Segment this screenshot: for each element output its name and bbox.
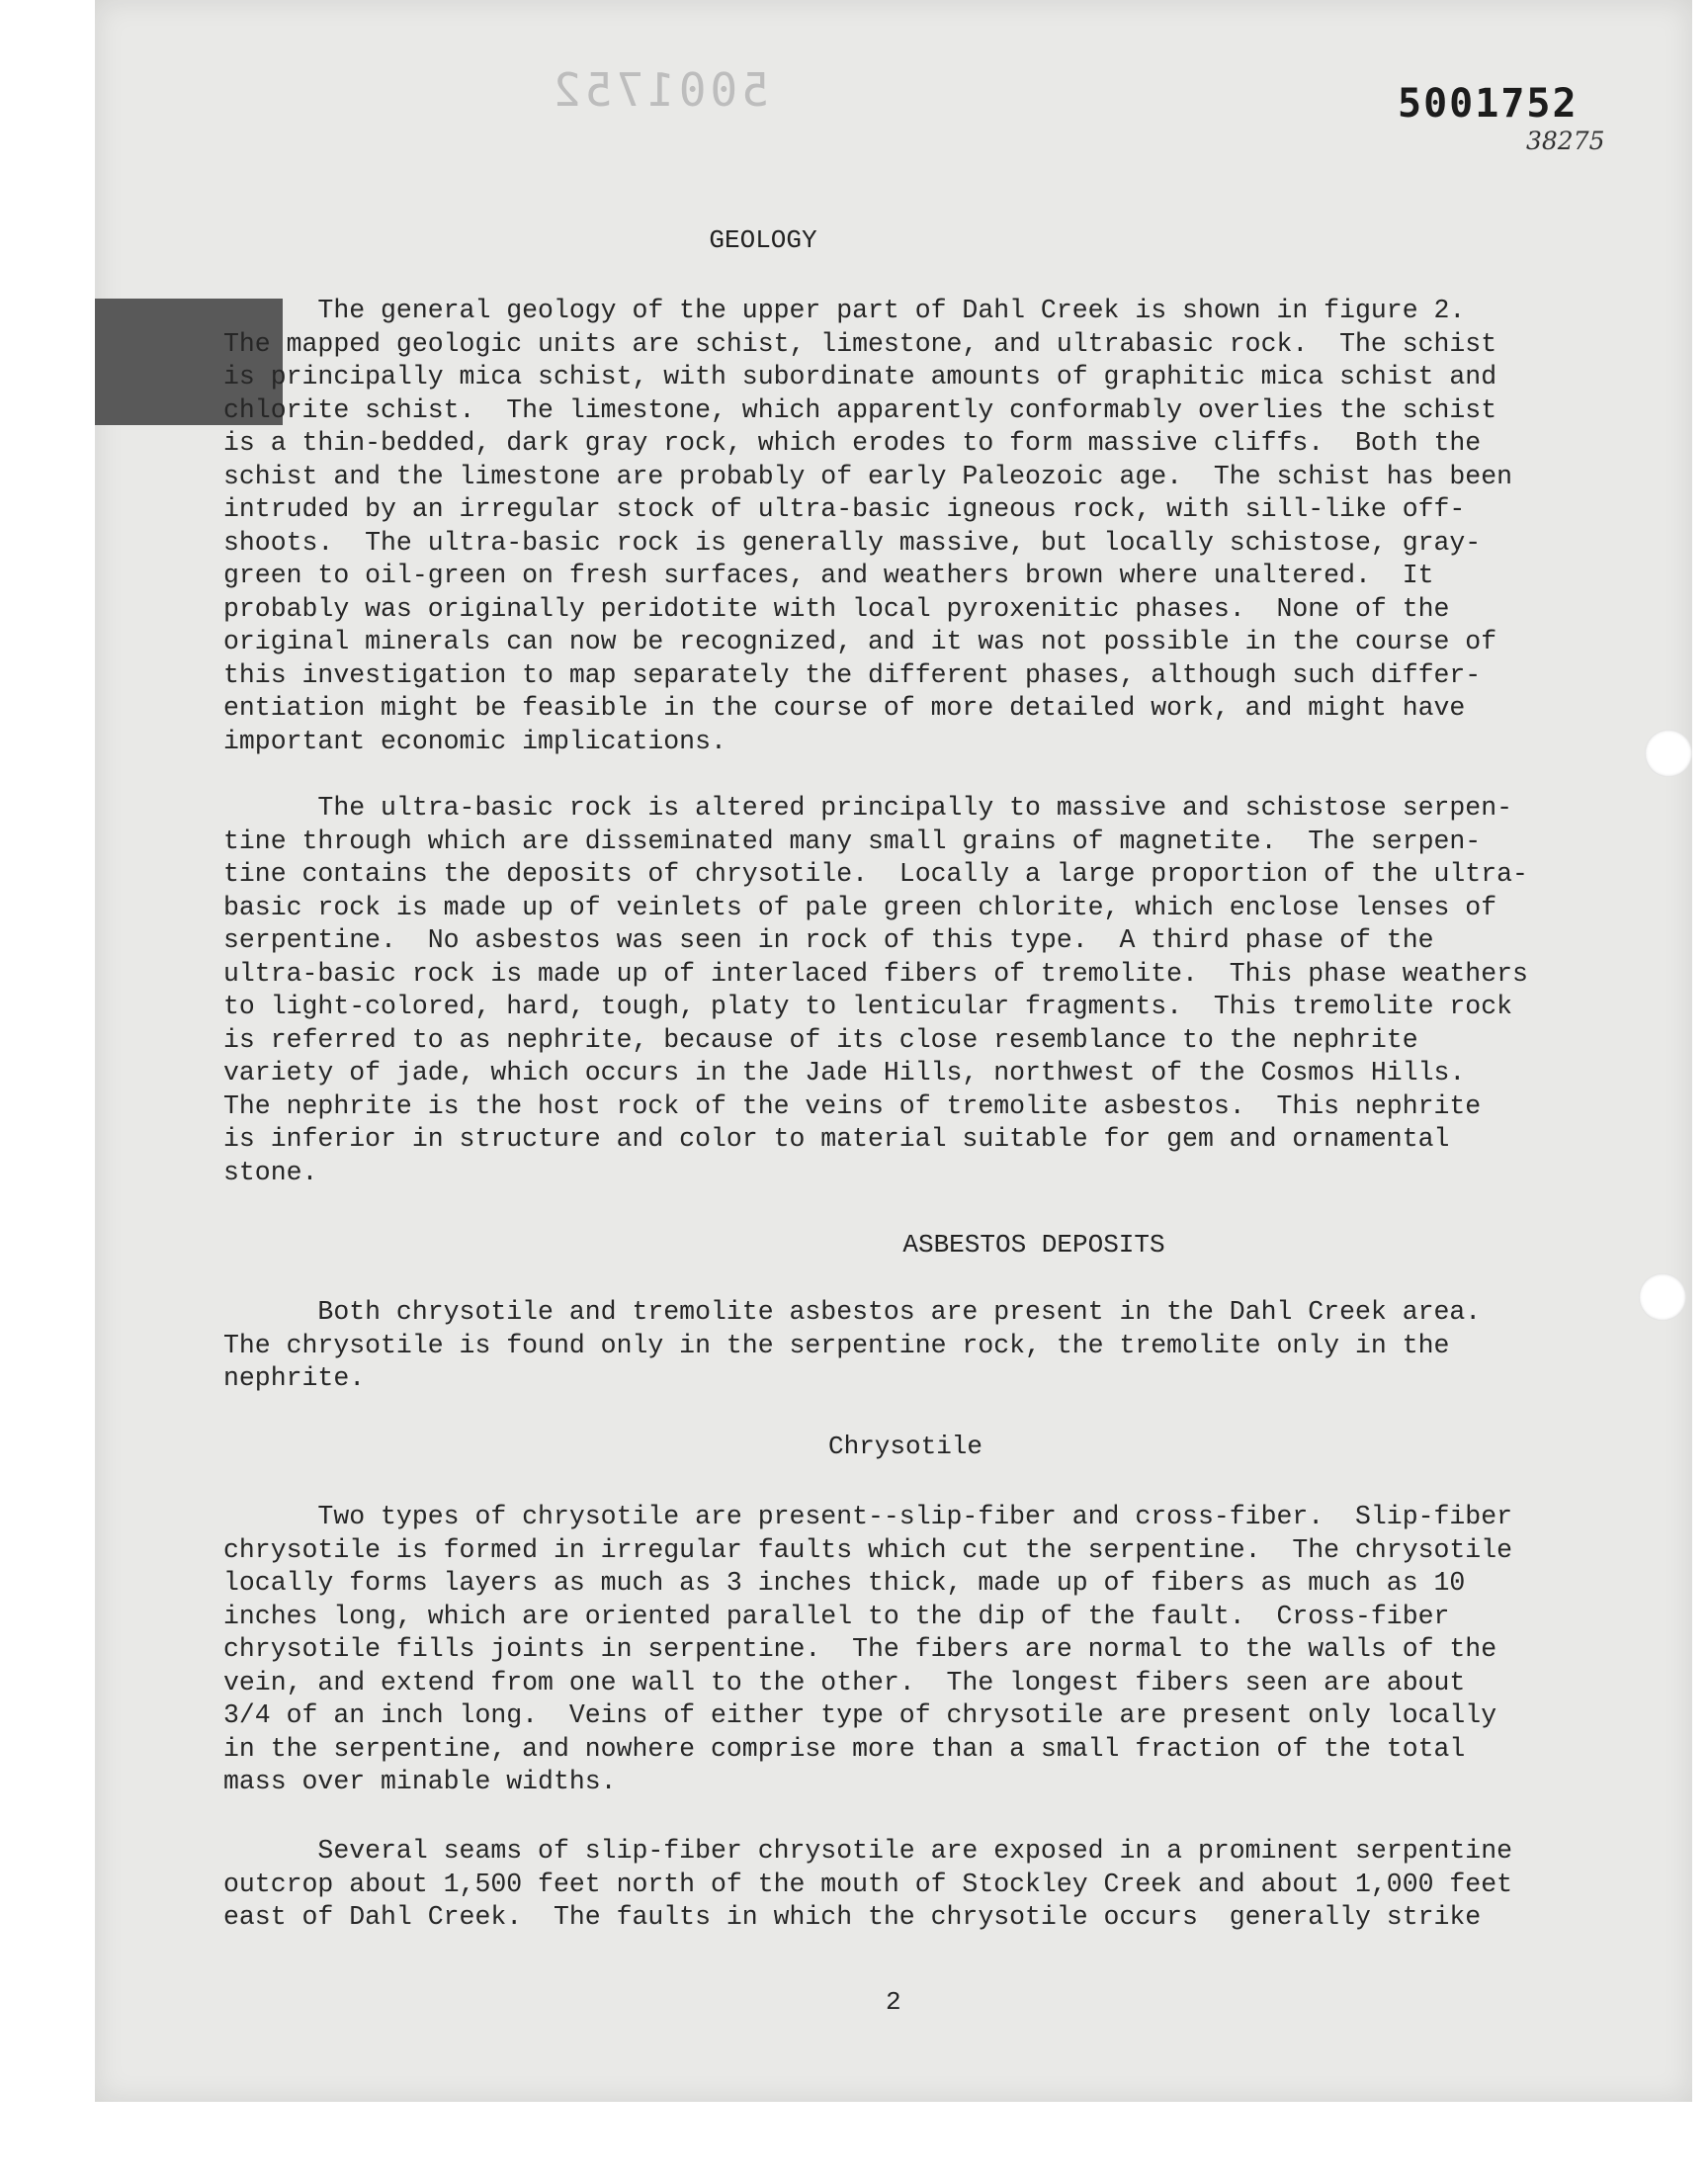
text-line: Two types of chrysotile are present--slip-fiber and cross-fiber. Slip-fiber (223, 1502, 1513, 1531)
text-line: The general geology of the upper part of Dahl Creek is shown in figure 2. (223, 296, 1466, 325)
text-line: stone. (223, 1157, 318, 1187)
paragraph-geology-2 (223, 792, 1607, 1189)
punch-hole (1645, 730, 1692, 777)
text-line: Several seams of slip-fiber chrysotile are exposed in a prominent serpentine (223, 1836, 1513, 1866)
text-line: chlorite schist. The limestone, which apparently conformably overlies the schist (223, 394, 1497, 425)
text-line: important economic implications. (223, 726, 726, 756)
text-line: variety of jade, which occurs in the Jade Hills, northwest of the Cosmos Hills. (223, 1058, 1466, 1088)
stamp-number: 5001752 (1398, 81, 1579, 127)
paragraph-chrysotile-1 (223, 1501, 1607, 1799)
text-line: original minerals can now be recognized, and it was not possible in the course of (223, 627, 1497, 656)
text-line: chrysotile is formed in irregular faults which cut the serpentine. The chrysotile (223, 1534, 1513, 1565)
text-line: vein, and extend from one wall to the other. The longest fibers seen are about (223, 1667, 1466, 1697)
text-line: basic rock is made up of veinlets of pale green chlorite, which enclose lenses of (223, 892, 1497, 922)
text-line: is referred to as nephrite, because of its close resemblance to the nephrite (223, 1024, 1418, 1055)
text-line: mass over minable widths. (223, 1767, 617, 1796)
text-line: in the serpentine, and nowhere comprise more than a small fraction of the total (223, 1733, 1466, 1764)
paragraph-asbestos-1 (223, 1296, 1607, 1396)
text-line: entiation might be feasible in the course of more detailed work, and might have (223, 693, 1466, 723)
text-line: is a thin-bedded, dark gray rock, which erodes to form massive cliffs. Both the (223, 428, 1482, 458)
page-number: 2 (886, 1987, 901, 2017)
text-line: locally forms layers as much as 3 inches thick, made up of fibers as much as 10 (223, 1568, 1466, 1598)
text-line: 3/4 of an inch long. Veins of either type of chrysotile are present only locally (223, 1700, 1497, 1730)
text-line: chrysotile fills joints in serpentine. The fibers are normal to the walls of the (223, 1634, 1497, 1664)
text-line: The nephrite is the host rock of the veins of tremolite asbestos. This nephrite (223, 1090, 1482, 1121)
heading-chrysotile: Chrysotile (827, 1432, 983, 1461)
text-line: The ultra-basic rock is altered principally to massive and schistose serpen- (223, 793, 1513, 823)
text-line: is principally mica schist, with subordinate amounts of graphitic mica schist and (223, 362, 1497, 392)
text-line: intruded by an irregular stock of ultra-basic igneous rock, with sill-like off- (223, 494, 1466, 524)
text-line: is inferior in structure and color to material suitable for gem and ornamental (223, 1124, 1450, 1154)
text-line: The chrysotile is found only in the serpentine rock, the tremolite only in the (223, 1330, 1450, 1360)
text-line: this investigation to map separately the different phases, although such differ- (223, 659, 1482, 690)
text-line: serpentine. No asbestos was seen in rock of this type. A third phase of the (223, 925, 1434, 955)
text-line: to light-colored, hard, tough, platy to lenticular fragments. This tremolite rock (223, 992, 1513, 1021)
text-line: nephrite. (223, 1363, 366, 1393)
text-line: inches long, which are oriented parallel to the dip of the fault. Cross-fiber (223, 1601, 1450, 1631)
text-line: Both chrysotile and tremolite asbestos are present in the Dahl Creek area. (223, 1297, 1482, 1327)
reversed-bleed-number: 5001752 (550, 63, 769, 117)
text-line: tine contains the deposits of chrysotile. Locally a large proportion of the ultra- (223, 859, 1528, 889)
heading-geology: GEOLOGY (709, 225, 817, 255)
text-line: ultra-basic rock is made up of interlaced fibers of tremolite. This phase weathers (223, 958, 1528, 989)
text-line: tine through which are disseminated many small grains of magnetite. The serpen- (223, 826, 1482, 856)
heading-asbestos-deposits: ASBESTOS DEPOSITS (902, 1230, 1165, 1260)
paragraph-geology-1 (223, 295, 1607, 758)
text-line: east of Dahl Creek. The faults in which the chrysotile occurs generally strike (223, 1902, 1482, 1932)
paragraph-chrysotile-2 (223, 1835, 1607, 1935)
text-line: shoots. The ultra-basic rock is generally massive, but locally schistose, gray- (223, 527, 1482, 558)
text-line: outcrop about 1,500 feet north of the mouth of Stockley Creek and about 1,000 feet (223, 1869, 1513, 1899)
text-line: schist and the limestone are probably of early Paleozoic age. The schist has been (223, 461, 1513, 491)
text-line: green to oil-green on fresh surfaces, and weathers brown where unaltered. It (223, 561, 1434, 590)
text-line: probably was originally peridotite with local pyroxenitic phases. None of the (223, 593, 1450, 624)
handwritten-number: 38275 (1526, 127, 1605, 155)
punch-hole (1639, 1273, 1686, 1321)
text-line: The mapped geologic units are schist, limestone, and ultrabasic rock. The schist (223, 328, 1497, 359)
